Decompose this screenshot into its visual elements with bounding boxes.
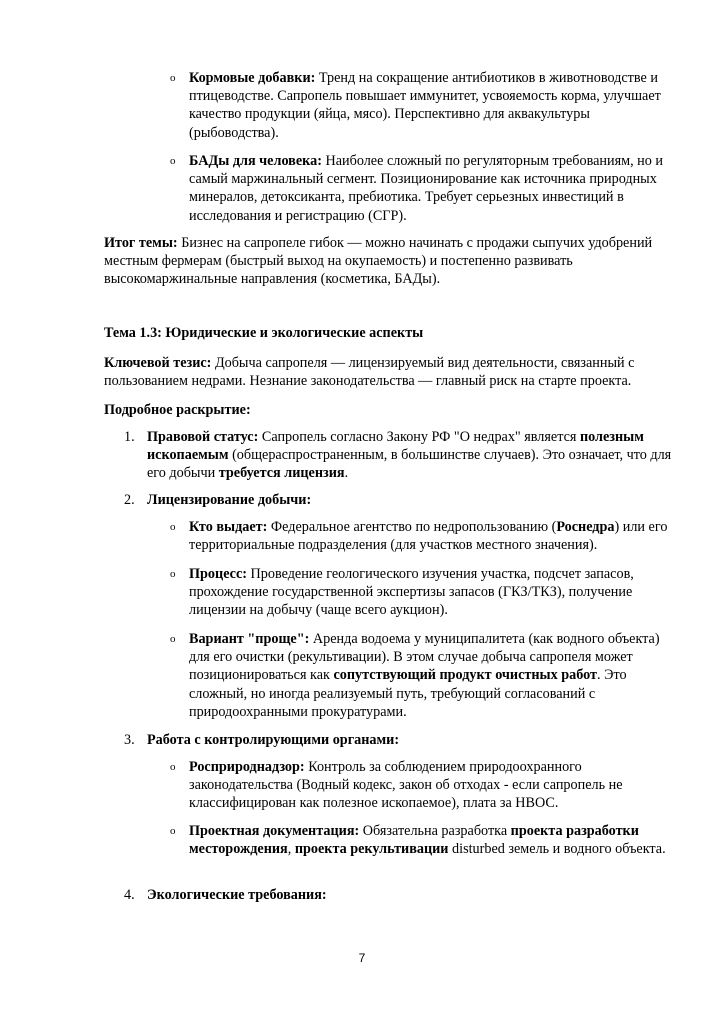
list-number: 1. (124, 429, 135, 445)
project-docs-bold: проекта разработки месторождения (189, 823, 639, 858)
thesis-title: Ключевой тезис: (104, 355, 212, 371)
legal-status-text: (общераспространенным, в большинстве случаев). Это означает, что для его добычи (147, 447, 672, 482)
list-number: 2. (124, 492, 135, 508)
supplements-text: Наиболее сложный по регуляторным требованиям, но и самый маржинальный сегмент. Позиционирование как источника природных минералов, детоксиканта, пребиотика. Требует серьезных инвестиций в исследования и регистрацию (СГР). (189, 153, 663, 224)
process-item (189, 565, 675, 620)
licensing-title: Лицензирование добычи: (147, 492, 312, 508)
bullet-marker: o (170, 568, 176, 580)
legal-status-title: Правовой статус: (147, 429, 259, 445)
details-title: Подробное раскрытие: (104, 402, 251, 418)
key-thesis (104, 354, 680, 390)
rpn-text: Контроль за соблюдением природоохранного законодательства (Водный кодекс, закон об отходах - если сапропель не классифицирован как полезное ископаемое), плата за НВОС. (189, 759, 623, 812)
simpler-text: Аренда водоема у муниципалитета (как водного объекта) для его очистки (рекультивации). В этом случае добыча сапропеля может позиционироваться как (189, 631, 660, 684)
simpler-text: . Это сложный, но иногда реализуемый путь, требующий согласований с природоохранными прокуратурами. (189, 667, 627, 720)
project-docs-bold: проекта рекультивации (294, 841, 449, 858)
supplements-item (189, 152, 675, 225)
issuer-bold: Роснедра (556, 519, 615, 535)
bullet-marker: o (170, 155, 176, 167)
legal-status-item (147, 428, 677, 483)
list-number: 3. (124, 732, 135, 748)
legal-status-text: . (344, 465, 349, 482)
summary-title: Итог темы: (104, 235, 178, 251)
project-docs-text: , (287, 841, 295, 858)
details-heading (104, 401, 680, 419)
project-docs-text: disturbed земель и водного объекта. (448, 841, 666, 858)
rpn-title: Росприроднадзор: (189, 759, 305, 775)
feed-additives-title: Кормовые добавки: (189, 70, 316, 86)
legal-status-bold: полезным ископаемым (147, 429, 644, 464)
issuer-item (189, 518, 675, 554)
ecology-item (147, 886, 677, 904)
feed-additives-item (189, 69, 675, 142)
legal-status-bold: требуется лицензия (218, 465, 345, 482)
topic-title: Тема 1.3: Юридические и экологические аспекты (104, 325, 424, 341)
process-title: Процесс: (189, 566, 247, 582)
simpler-option-item (189, 630, 675, 721)
simpler-bold: сопутствующий продукт очистных работ (333, 667, 598, 684)
summary-text: Бизнес на сапропеле гибок — можно начинать с продажи сыпучих удобрений местным фермерам (быстрый выход на окупаемость) и постепенно развивать высокомаржинальные направления (косметика, БАДы). (104, 235, 653, 288)
licensing-item (147, 491, 677, 509)
project-docs-text: Обязательна разработка (359, 823, 511, 839)
rpn-item (189, 758, 675, 813)
bullet-marker: o (170, 825, 176, 837)
bullet-marker: o (170, 633, 176, 645)
page-number: 7 (358, 951, 366, 965)
bullet-marker: o (170, 521, 176, 533)
authorities-item (147, 731, 677, 749)
topic-summary (104, 234, 680, 289)
simpler-title: Вариант "проще": (189, 631, 310, 647)
topic-heading (104, 324, 680, 342)
ecology-title: Экологические требования: (147, 887, 327, 903)
issuer-title: Кто выдает: (189, 519, 268, 535)
feed-additives-text: Тренд на сокращение антибиотиков в животноводстве и птицеводстве. Сапропель повышает иммунитет, усвояемость корма, улучшает качество продукции (яйца, мясо). Перспективно для аквакультуры (рыбоводства). (189, 70, 661, 141)
issuer-text: ) или его территориальные подразделения (для участков местного значения). (189, 519, 668, 554)
process-text: Проведение геологического изучения участка, подсчет запасов, прохождение государственной экспертизы запасов (ГКЗ/ТКЗ), получение лицензии на добычу (чаще всего аукцион). (189, 566, 634, 619)
bullet-marker: o (170, 761, 176, 773)
thesis-text: Добыча сапропеля — лицензируемый вид деятельности, связанный с пользованием недрами. Незнание законодательства — главный риск на старте проекта. (104, 355, 635, 390)
authorities-title: Работа с контролирующими органами: (147, 732, 400, 748)
project-docs-item (189, 822, 675, 858)
list-number: 4. (124, 887, 135, 903)
project-docs-title: Проектная документация: (189, 823, 360, 839)
legal-status-text: Сапропель согласно Закону РФ "О недрах" является (258, 429, 580, 445)
issuer-text: Федеральное агентство по недропользованию ( (267, 519, 557, 535)
supplements-title: БАДы для человека: (189, 153, 322, 169)
bullet-marker: o (170, 72, 176, 84)
